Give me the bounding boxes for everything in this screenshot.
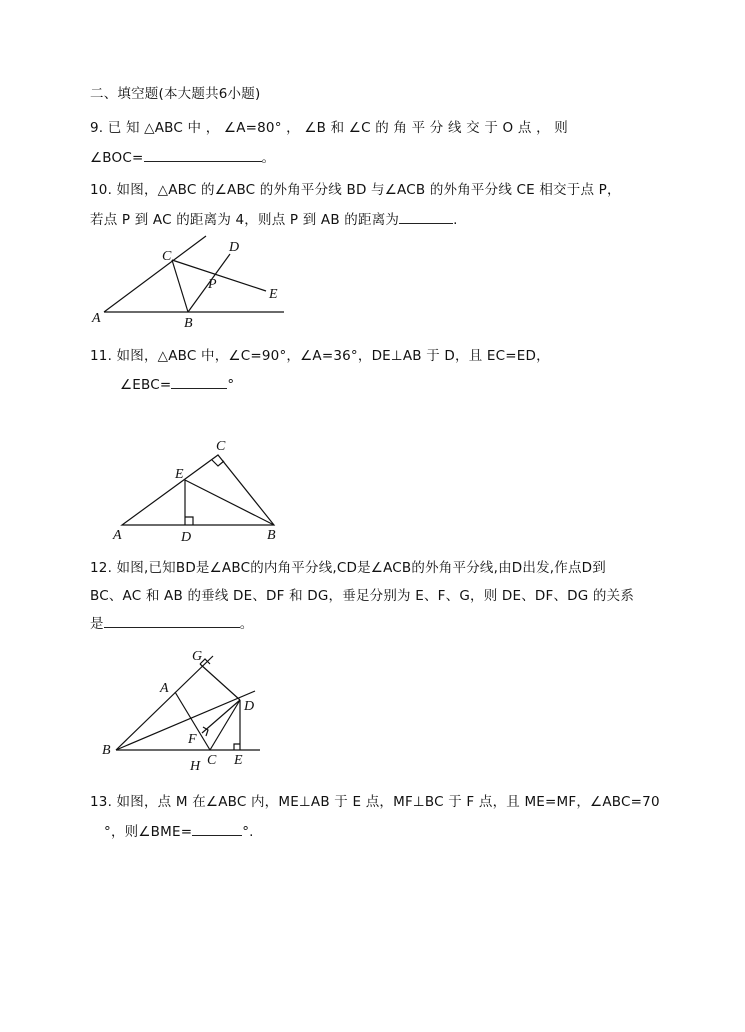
q11-label-d: D — [181, 530, 192, 545]
q13-line2 — [104, 820, 254, 840]
q11-label-e: E — [175, 467, 184, 482]
q11-suffix: ° — [227, 377, 235, 393]
q12-label-f: F — [188, 732, 197, 747]
q12-label-d: D — [244, 699, 255, 714]
q12-line-ba — [116, 656, 213, 750]
q12-line1: 12. 如图,已知BD是∠ABC的内角平分线,CD是∠ACB的外角平分线,由D出发,作点D到 — [90, 560, 606, 576]
q12-prefix: 是 — [90, 616, 104, 632]
q10-label-d: D — [229, 240, 240, 255]
q12-label-a: A — [160, 681, 169, 696]
q11-line1: 11. 如图，△ABC 中，∠C=90°，∠A=36°，DE⊥AB 于 D，且 EC=ED， — [90, 348, 550, 364]
q10-label-a: A — [92, 311, 101, 326]
q10-suffix: . — [453, 212, 458, 228]
q9-prefix: ∠BOC= — [90, 150, 144, 166]
q10-label-p: P — [208, 277, 217, 292]
q10-label-b: B — [184, 316, 193, 331]
q12-label-e: E — [234, 753, 243, 768]
q12-label-b: B — [102, 743, 111, 758]
q12-label-g: G — [192, 649, 203, 664]
q11-label-a: A — [113, 528, 122, 543]
q12-line2: BC、AC 和 AB 的垂线 DE、DF 和 DG，垂足分别为 E、F、G，则 DE、DF、DG 的关系 — [90, 588, 635, 604]
q12-label-h: H — [190, 759, 201, 774]
q10-prefix: 若点 P 到 AC 的距离为 4，则点 P 到 AB 的距离为 — [90, 212, 400, 228]
q10-label-c: C — [162, 249, 172, 264]
q9-line1: 9. 已 知 △ABC 中 ， ∠A=80° ， ∠B 和 ∠C 的 角 平 分 线 交 于 O 点 ， 则 — [90, 120, 568, 136]
q12-label-c: C — [207, 753, 217, 768]
q13-line1: 13. 如图，点 M 在∠ABC 内，ME⊥AB 于 E 点，MF⊥BC 于 F 点，且 ME=MF，∠ABC=70 — [90, 794, 660, 810]
q11-prefix: ∠EBC= — [120, 377, 172, 393]
q12-line-gd — [200, 664, 240, 700]
q12-suffix: 。 — [239, 616, 254, 632]
q13-prefix: °，则∠BME= — [104, 824, 193, 840]
q10-line1: 10. 如图，△ABC 的∠ABC 的外角平分线 BD 与∠ACB 的外角平分线 CE 相交于点 P， — [90, 182, 621, 198]
q12-line-bd-extended — [116, 691, 255, 750]
q12-right-angle-e — [234, 744, 240, 750]
q11-label-c: C — [216, 439, 226, 454]
q9-suffix: 。 — [261, 150, 276, 166]
q13-suffix: °. — [242, 824, 254, 840]
section-title: 二、填空题(本大题共6小题) — [90, 86, 261, 102]
q12-line-cd — [210, 700, 240, 750]
q11-label-b: B — [267, 528, 276, 543]
q10-label-e: E — [269, 287, 278, 302]
q13-answer-blank[interactable] — [192, 823, 242, 836]
